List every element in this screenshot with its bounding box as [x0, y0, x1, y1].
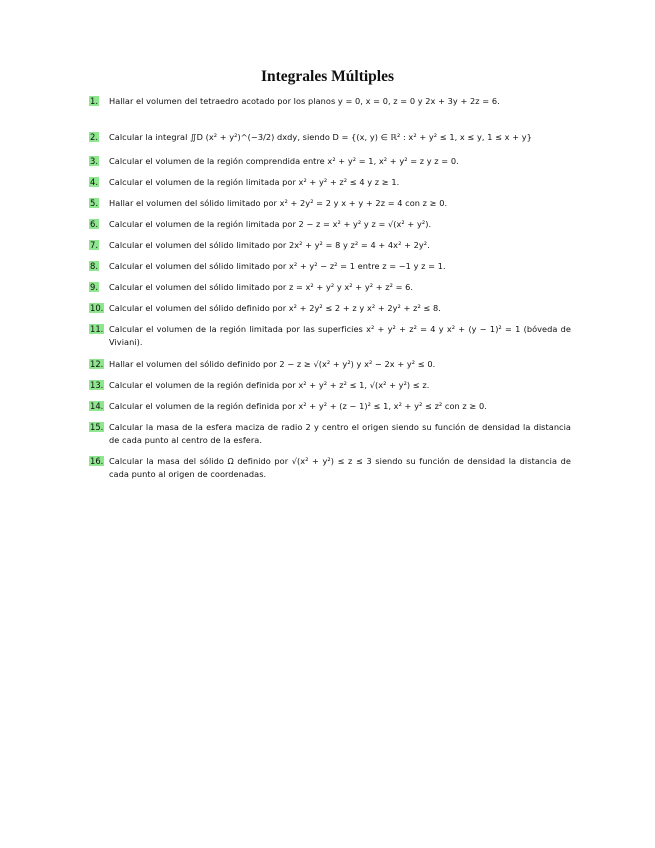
problem-item — [89, 95, 571, 117]
problem-number: 13. — [90, 380, 104, 390]
problem-text: Calcular la masa del sólido Ω definido por √(x² + y²) ≤ z ≤ 3 siendo su función de densidad la distancia de cada punto al origen de coordenadas. — [109, 456, 571, 479]
problem-text: Calcular el volumen de la región limitada por x² + y² + z² ≤ 4 y z ≥ 1. — [109, 177, 400, 187]
problem-text: Calcular el volumen de la región limitada por 2 − z = x² + y² y z = √(x² + y²). — [109, 219, 432, 229]
problem-number: 10. — [90, 303, 104, 313]
problem-item — [89, 117, 571, 155]
page-title: Integrales Múltiples — [260, 68, 395, 85]
problem-number: 3. — [90, 156, 98, 166]
problem-item — [89, 455, 571, 485]
problem-text: Calcular la masa de la esfera maciza de radio 2 y centro el origen siendo su función de densidad la distancia de cada punto al centro de la esfera. — [109, 422, 571, 445]
problem-item — [89, 323, 571, 358]
problem-text: Calcular el volumen de la región definida por x² + y² + (z − 1)² ≤ 1, x² + y² ≤ z² con z ≥ 0. — [109, 401, 487, 411]
problem-text: Calcular el volumen del sólido definido por x² + 2y² ≤ 2 + z y x² + 2y² + z² ≤ 8. — [109, 303, 441, 313]
problem-number: 2. — [90, 132, 98, 142]
problem-item — [89, 379, 571, 400]
problem-number: 7. — [90, 240, 98, 250]
problem-number: 15. — [90, 422, 104, 432]
problem-number: 14. — [90, 401, 104, 411]
problem-number: 8. — [90, 261, 98, 271]
problem-number: 6. — [90, 219, 98, 229]
problem-text: Calcular el volumen del sólido limitado por 2x² + y² = 8 y z² = 4 + 4x² + 2y². — [109, 240, 430, 250]
problem-item — [89, 155, 571, 176]
problem-number: 11. — [90, 324, 104, 334]
problem-item — [89, 239, 571, 260]
problem-number: 1. — [90, 96, 98, 106]
problem-item — [89, 281, 571, 302]
problem-item — [89, 176, 571, 197]
problem-number: 16. — [90, 456, 104, 466]
problem-number: 5. — [90, 198, 98, 208]
problem-item — [89, 302, 571, 323]
problem-item — [89, 421, 571, 455]
problem-item — [89, 218, 571, 239]
problem-number: 12. — [90, 359, 104, 369]
problem-item — [89, 197, 571, 218]
problem-text: Calcular el volumen del sólido limitado por z = x² + y² y x² + y² + z² = 6. — [109, 282, 414, 292]
problem-text: Calcular la integral ∬D (x² + y²)^(−3/2) dxdy, siendo D = {(x, y) ∈ ℝ² : x² + y² ≤ 1, x ≤ y, 1 ≤ x + y} — [109, 132, 532, 142]
problem-number: 9. — [90, 282, 98, 292]
problem-text: Hallar el volumen del tetraedro acotado por los planos y = 0, x = 0, z = 0 y 2x + 3y + 2z = 6. — [109, 96, 500, 106]
problem-text: Hallar el volumen del sólido definido por 2 − z ≥ √(x² + y²) y x² − 2x + y² ≤ 0. — [109, 359, 436, 369]
problem-text: Calcular el volumen de la región limitada por las superficies x² + y² + z² = 4 y x² + (y − 1)² = 1 (bóveda de Viviani). — [109, 324, 571, 347]
problem-text: Calcular el volumen de la región comprendida entre x² + y² = 1, x² + y² = z y z = 0. — [109, 156, 459, 166]
problem-item — [89, 358, 571, 379]
problem-item — [89, 260, 571, 281]
problem-text: Calcular el volumen de la región definida por x² + y² + z² ≤ 1, √(x² + y²) ≤ z. — [109, 380, 430, 390]
problem-text: Hallar el volumen del sólido limitado por x² + 2y² = 2 y x + y + 2z = 4 con z ≥ 0. — [109, 198, 448, 208]
problem-list — [89, 95, 571, 485]
problem-number: 4. — [90, 177, 98, 187]
problem-text: Calcular el volumen del sólido limitado por x² + y² − z² = 1 entre z = −1 y z = 1. — [109, 261, 446, 271]
problem-item — [89, 400, 571, 421]
